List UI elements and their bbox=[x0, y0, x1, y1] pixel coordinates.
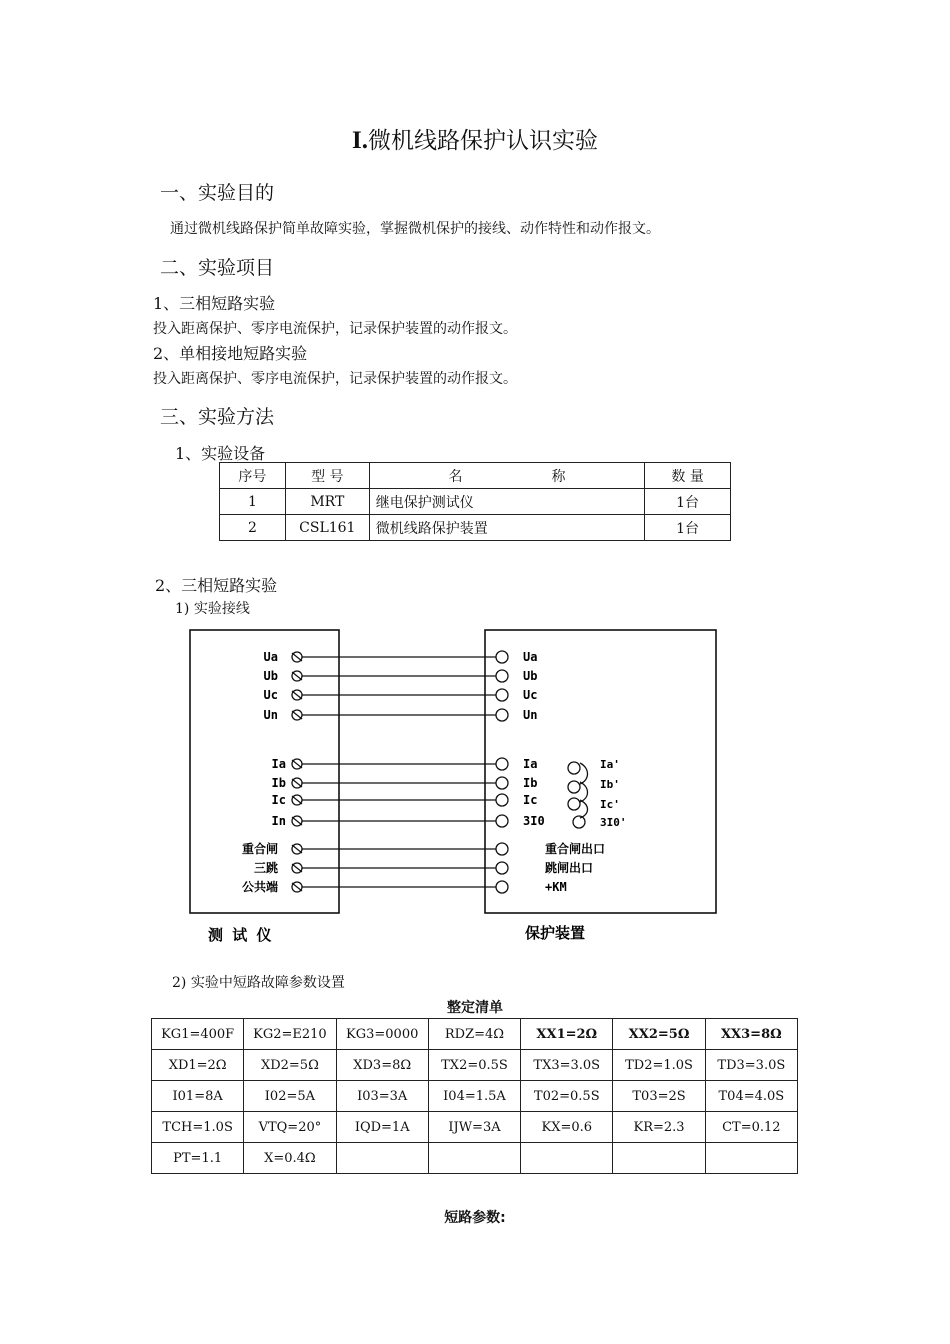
table-cell: 继电保护测试仪 bbox=[369, 489, 644, 515]
table-cell: T04=4.0S bbox=[705, 1081, 797, 1112]
section2-heading: 二、实验项目 bbox=[160, 257, 275, 279]
table-cell: KG1=400F bbox=[152, 1019, 244, 1050]
right-terminal-label: 重合闸出口 bbox=[545, 842, 606, 856]
table-cell: XD2=5Ω bbox=[244, 1050, 336, 1081]
right-terminal bbox=[496, 881, 508, 893]
left-terminal-label: Ic bbox=[271, 793, 286, 807]
right-terminal bbox=[496, 777, 508, 789]
right-terminal bbox=[496, 815, 508, 827]
protection-caption: 保护装置 bbox=[525, 924, 586, 942]
section1-heading: 一、实验目的 bbox=[160, 182, 275, 204]
table-cell: CT=0.12 bbox=[705, 1112, 797, 1143]
section1-text: 通过微机线路保护简单故障实验，掌握微机保护的接线、动作特性和动作报文。 bbox=[170, 221, 660, 237]
table-row bbox=[152, 1112, 798, 1143]
table-cell: KG3=0000 bbox=[336, 1019, 428, 1050]
short-params-label: 短路参数: bbox=[444, 1210, 506, 1226]
header-cell: 名 称 bbox=[369, 463, 644, 489]
table-cell: 1台 bbox=[645, 515, 731, 541]
table-cell: XX1=2Ω bbox=[521, 1019, 613, 1050]
section2-item2-text: 投入距离保护、零序电流保护，记录保护装置的动作报文。 bbox=[153, 371, 517, 387]
table-cell: TD2=1.0S bbox=[613, 1050, 705, 1081]
ct-label: Ic' bbox=[600, 798, 620, 811]
params-label: 2) 实验中短路故障参数设置 bbox=[172, 975, 345, 991]
table-row bbox=[220, 489, 731, 515]
table-cell: KR=2.3 bbox=[613, 1112, 705, 1143]
right-terminal-label: 跳闸出口 bbox=[545, 861, 594, 875]
table-cell: VTQ=20° bbox=[244, 1112, 336, 1143]
table-cell: CSL161 bbox=[285, 515, 369, 541]
equipment-table bbox=[219, 462, 731, 541]
right-terminal-label: Ia bbox=[523, 757, 538, 771]
table-cell: KX=0.6 bbox=[521, 1112, 613, 1143]
right-terminal-label: Ic bbox=[523, 793, 538, 807]
section2-item2: 2、单相接地短路实验 bbox=[153, 344, 308, 363]
table-cell: T02=0.5S bbox=[521, 1081, 613, 1112]
right-terminal-label: Ua bbox=[523, 650, 538, 664]
left-terminal-label: Un bbox=[263, 708, 278, 722]
table-cell: T03=2S bbox=[613, 1081, 705, 1112]
setting-table bbox=[151, 1018, 798, 1174]
section2-item1: 1、三相短路实验 bbox=[153, 294, 276, 313]
table-cell bbox=[613, 1143, 705, 1174]
table-cell: 2 bbox=[220, 515, 286, 541]
table-cell: I01=8A bbox=[152, 1081, 244, 1112]
right-terminal bbox=[496, 651, 508, 663]
table-cell: I04=1.5A bbox=[428, 1081, 520, 1112]
table-cell: IJW=3A bbox=[428, 1112, 520, 1143]
right-terminal-label: Ib bbox=[523, 776, 538, 790]
table-cell: TD3=3.0S bbox=[705, 1050, 797, 1081]
header-cell: 序号 bbox=[220, 463, 286, 489]
table-cell: TCH=1.0S bbox=[152, 1112, 244, 1143]
setting-caption: 整定清单 bbox=[447, 1000, 503, 1016]
right-terminal bbox=[496, 794, 508, 806]
right-terminal-label: Un bbox=[523, 708, 538, 722]
right-terminal-label: 3I0 bbox=[523, 814, 545, 828]
ct-label: Ia' bbox=[600, 758, 620, 771]
wiring-label: 1) 实验接线 bbox=[175, 601, 250, 617]
tester-caption: 测 试 仪 bbox=[208, 926, 274, 944]
right-terminal bbox=[496, 862, 508, 874]
left-terminal-label: Ua bbox=[263, 650, 278, 664]
table-cell: X=0.4Ω bbox=[244, 1143, 336, 1174]
table-row bbox=[220, 515, 731, 541]
table-cell bbox=[521, 1143, 613, 1174]
table-row bbox=[152, 1081, 798, 1112]
left-terminal-label: 公共端 bbox=[241, 880, 278, 894]
right-terminal-label: Ub bbox=[523, 669, 538, 683]
table-cell: RDZ=4Ω bbox=[428, 1019, 520, 1050]
table-cell: XD1=2Ω bbox=[152, 1050, 244, 1081]
ct-label: Ib' bbox=[600, 778, 620, 791]
table-cell: TX3=3.0S bbox=[521, 1050, 613, 1081]
left-terminal-label: Uc bbox=[263, 688, 278, 702]
title-text: 微机线路保护认识实验 bbox=[367, 128, 598, 154]
table-cell bbox=[336, 1143, 428, 1174]
table-header-row bbox=[220, 463, 731, 489]
title-number: I. bbox=[352, 127, 368, 154]
section2-item1-text: 投入距离保护、零序电流保护，记录保护装置的动作报文。 bbox=[153, 321, 517, 337]
table-cell: 1台 bbox=[645, 489, 731, 515]
table-row bbox=[152, 1050, 798, 1081]
right-terminal bbox=[496, 758, 508, 770]
table-cell bbox=[705, 1143, 797, 1174]
left-terminal-label: Ia bbox=[271, 757, 286, 771]
table-cell: MRT bbox=[285, 489, 369, 515]
table-cell: IQD=1A bbox=[336, 1112, 428, 1143]
table-cell: XX2=5Ω bbox=[613, 1019, 705, 1050]
table-cell: I02=5A bbox=[244, 1081, 336, 1112]
subsection-three-phase: 2、三相短路实验 bbox=[155, 576, 278, 595]
table-cell: KG2=E210 bbox=[244, 1019, 336, 1050]
right-terminal bbox=[496, 843, 508, 855]
left-terminal-label: 三跳 bbox=[253, 861, 278, 875]
right-terminal-label: Uc bbox=[523, 688, 538, 702]
table-cell: 微机线路保护装置 bbox=[369, 515, 644, 541]
equip-label: 1、实验设备 bbox=[175, 444, 266, 463]
left-terminal-label: Ub bbox=[263, 669, 278, 683]
left-terminal-label: Ib bbox=[271, 776, 286, 790]
table-row bbox=[152, 1143, 798, 1174]
table-row bbox=[152, 1019, 798, 1050]
table-cell: TX2=0.5S bbox=[428, 1050, 520, 1081]
page-title bbox=[0, 122, 950, 155]
section3-heading: 三、实验方法 bbox=[160, 406, 275, 428]
right-terminal bbox=[496, 689, 508, 701]
right-terminal-label: +KM bbox=[545, 880, 567, 894]
table-cell: 1 bbox=[220, 489, 286, 515]
wiring-diagram bbox=[180, 620, 740, 950]
table-cell: I03=3A bbox=[336, 1081, 428, 1112]
protection-box bbox=[485, 630, 716, 913]
right-terminal bbox=[496, 670, 508, 682]
ct-coils bbox=[568, 762, 588, 828]
header-cell: 型 号 bbox=[285, 463, 369, 489]
header-cell: 数 量 bbox=[645, 463, 731, 489]
left-terminal-label: 重合闸 bbox=[241, 842, 278, 856]
ct-label: 3I0' bbox=[600, 816, 627, 829]
table-cell: PT=1.1 bbox=[152, 1143, 244, 1174]
right-terminal bbox=[496, 709, 508, 721]
table-cell: XD3=8Ω bbox=[336, 1050, 428, 1081]
wires bbox=[242, 650, 605, 894]
table-cell bbox=[428, 1143, 520, 1174]
table-cell: XX3=8Ω bbox=[705, 1019, 797, 1050]
left-terminal-label: In bbox=[271, 814, 286, 828]
